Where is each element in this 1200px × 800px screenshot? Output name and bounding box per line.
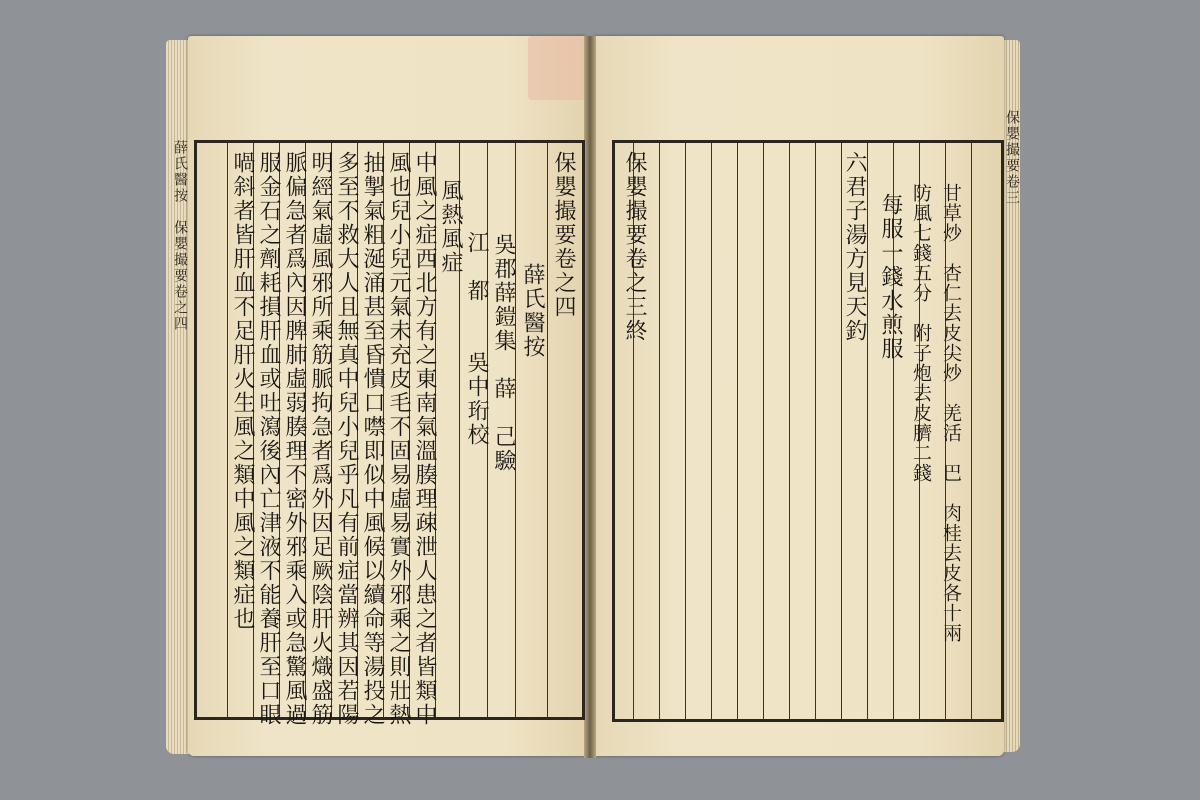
text-column-6: 脈偏急者爲內因脾肺虛弱腠理不密外邪乘入或急驚風過	[282, 151, 307, 727]
volume-end-title: 保嬰撮要卷之三終	[622, 151, 647, 343]
text-column-3: 抽掣氣粗涎涌甚至昏憒口噤即似中風候以續命等湯投之	[360, 151, 385, 727]
text-column-4: 多至不救大人且無真中兒小兒乎凡有前症當辨其因若陽	[334, 151, 359, 727]
ingredients-line-2: 防風七錢五分 附子炮去皮臍二錢	[910, 183, 932, 483]
compiler-line: 吳郡薛鎧集 薛 己驗	[491, 233, 516, 473]
series-title: 薛氏醫按	[520, 263, 545, 359]
open-book	[166, 30, 1026, 760]
formula-reference: 六君子湯方見天釣	[842, 151, 867, 343]
editor-line: 江 都 吳中珩校	[464, 231, 489, 447]
text-column-1: 中風之症西北方有之東南氣溫腠理疎泄人患之者皆類中	[412, 151, 437, 727]
left-edge-text: 薛氏醫按 保嬰撮要卷之四	[172, 140, 188, 332]
right-edge-text: 保嬰撮要卷三	[1004, 110, 1020, 206]
dosage-line: 每服一錢水煎服	[878, 193, 903, 361]
seal-stamp	[528, 36, 592, 100]
text-column-2: 風也兒小兒元氣未充皮毛不固易虛易實外邪乘之則壯熱	[386, 151, 411, 727]
right-text-frame	[612, 140, 1004, 722]
text-column-7: 服金石之劑耗損肝血或吐瀉後內亡津液不能養肝至口眼	[256, 151, 281, 727]
ingredients-line-1: 甘草炒 杏仁去皮尖炒 羌活 巴 肉桂去皮各十兩	[940, 183, 962, 643]
book-gutter	[584, 36, 596, 758]
section-heading: 風熱風症	[438, 179, 463, 275]
volume-title: 保嬰撮要卷之四	[551, 151, 576, 319]
left-text-frame	[194, 140, 585, 727]
text-column-5: 明經氣虛風邪所乘筋脈拘急者爲外因足厥陰肝火熾盛筋	[308, 151, 333, 727]
text-column-8: 喎斜者皆肝血不足肝火生風之類中風之類症也	[230, 151, 255, 631]
